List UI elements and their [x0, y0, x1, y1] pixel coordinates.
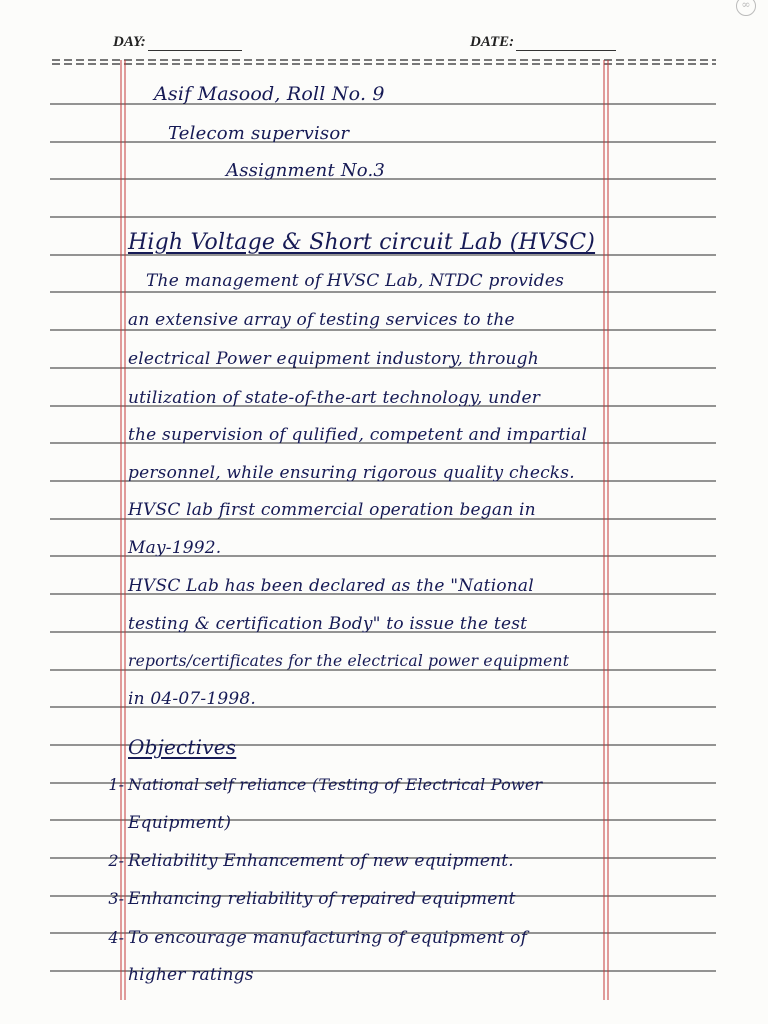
page-corner-mark: ∞ [736, 0, 756, 16]
paragraph-line: May-1992. [128, 538, 222, 558]
objective-number: 1- [108, 775, 124, 794]
objective-number: 4- [108, 928, 124, 947]
paragraph-line: The management of HVSC Lab, NTDC provides [146, 271, 565, 291]
objective-text: higher ratings [128, 965, 254, 985]
objective-text: Equipment) [128, 813, 232, 833]
objective-text: National self reliance (Testing of Electrical Power [128, 775, 543, 794]
assignment-line: Assignment No.3 [226, 160, 386, 181]
objective-number: 3- [108, 889, 124, 908]
objective-text: Enhancing reliability of repaired equipment [128, 889, 516, 909]
objectives-heading: Objectives [128, 735, 237, 759]
paragraph-line: personnel, while ensuring rigorous quality checks. [128, 463, 575, 483]
paragraph-line: HVSC lab first commercial operation began in [128, 500, 536, 520]
date-label: DATE: [470, 34, 515, 50]
course-line: Telecom supervisor [168, 123, 350, 144]
student-name-line: Asif Masood, Roll No. 9 [154, 83, 385, 105]
paragraph-line: an extensive array of testing services to the [128, 310, 515, 330]
document-title: High Voltage & Short circuit Lab (HVSC) [128, 230, 596, 255]
paragraph-line: electrical Power equipment industory, through [128, 349, 539, 369]
day-label: DAY: [113, 34, 146, 50]
paragraph-line: the supervision of qulified, competent and impartial [128, 425, 588, 445]
paragraph-line: in 04-07-1998. [128, 689, 257, 709]
paragraph-line: HVSC Lab has been declared as the "National [128, 576, 534, 596]
objective-text: Reliability Enhancement of new equipment. [128, 851, 514, 871]
objective-number: 2- [108, 851, 124, 870]
objective-text: To encourage manufacturing of equipment of [128, 928, 528, 948]
paragraph-line: reports/certificates for the electrical power equipment [128, 652, 570, 670]
paragraph-line: utilization of state-of-the-art technology, under [128, 388, 541, 408]
paragraph-line: testing & certification Body" to issue the test [128, 614, 528, 634]
